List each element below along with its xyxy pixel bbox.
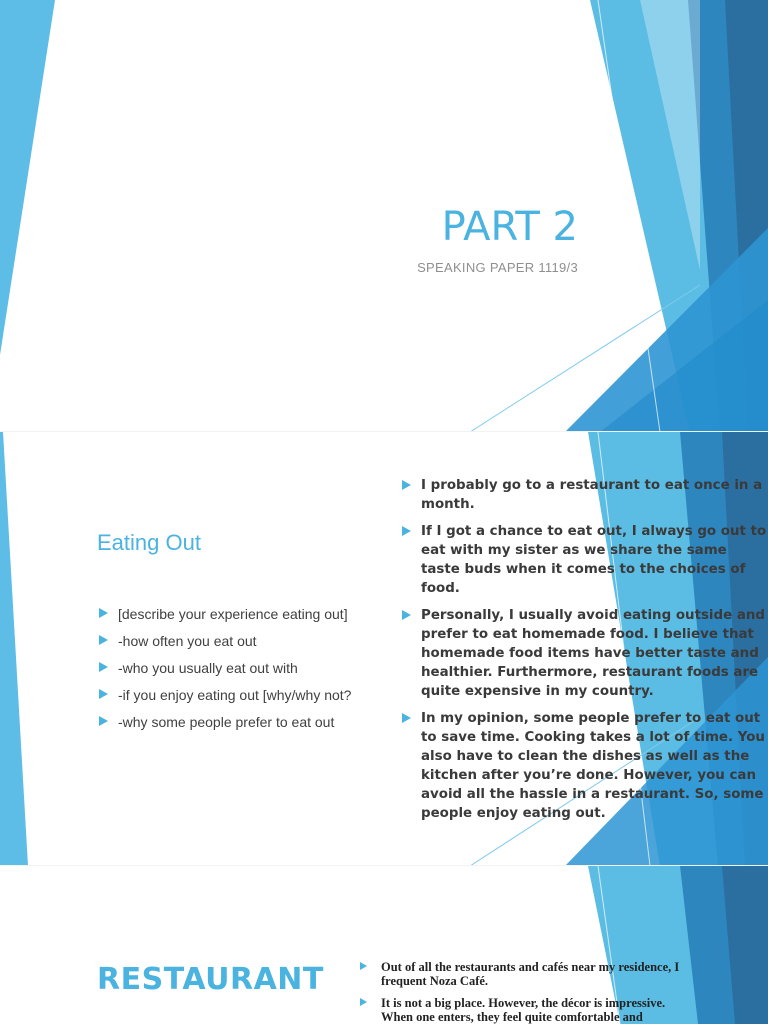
title-slide <box>0 0 768 432</box>
restaurant-slide <box>0 866 768 1024</box>
list-item <box>97 605 367 624</box>
prompt-text: -why some people prefer to eat out <box>118 714 335 730</box>
answer-list <box>400 476 768 831</box>
prompt-text: -how often you eat out <box>118 633 257 649</box>
point-text: It is not a big place. However, the décor is impressive. When one enters, they feel quite comfortable and <box>381 996 666 1024</box>
section-title: Eating Out <box>97 530 201 555</box>
answer-text: Personally, I usually avoid eating outside and prefer to eat homemade food. I believe that homemade food items have better taste and healthier. Furthermore, restaurant foods are quite expensive in my country. <box>421 608 766 699</box>
restaurant-points <box>358 960 688 1024</box>
decorative-shapes <box>0 0 768 432</box>
prompt-list <box>97 605 367 740</box>
bullet-arrow-icon <box>402 526 411 536</box>
answer-text: In my opinion, some people prefer to eat out to save time. Cooking takes a lot of time. You also have to clean the dishes as well as the kitchen after you’re done. However, you can avoid all the hassle in a restaurant. So, some people enjoy eating out. <box>421 711 765 821</box>
bullet-arrow-icon <box>360 962 367 970</box>
list-item <box>97 659 367 678</box>
list-item <box>358 996 688 1024</box>
prompt-text: [describe your experience eating out] <box>118 606 348 622</box>
prompt-text: -if you enjoy eating out [why/why not? <box>118 687 352 703</box>
bullet-arrow-icon <box>402 480 411 490</box>
answer-text: If I got a chance to eat out, I always go out to eat with my sister as we share the same taste buds when it comes to the choices of food. <box>421 524 767 596</box>
bullet-arrow-icon <box>99 689 108 699</box>
list-item <box>400 709 768 823</box>
point-text: Out of all the restaurants and cafés near my residence, I frequent Noza Café. <box>381 960 680 988</box>
list-item <box>400 522 768 598</box>
slide-title: PART 2 <box>441 204 578 250</box>
section-title: RESTAURANT <box>97 962 324 997</box>
list-item <box>400 606 768 701</box>
list-item <box>97 686 367 705</box>
bullet-arrow-icon <box>360 998 367 1006</box>
list-item <box>358 960 688 988</box>
slide-subtitle: SPEAKING PAPER 1119/3 <box>417 260 578 275</box>
list-item <box>97 713 367 732</box>
bullet-arrow-icon <box>99 608 108 618</box>
bullet-arrow-icon <box>99 635 108 645</box>
eating-out-slide <box>0 432 768 866</box>
bullet-arrow-icon <box>99 662 108 672</box>
answer-text: I probably go to a restaurant to eat once in a month. <box>421 478 763 512</box>
list-item <box>97 632 367 651</box>
list-item <box>400 476 768 514</box>
bullet-arrow-icon <box>99 716 108 726</box>
bullet-arrow-icon <box>402 610 411 620</box>
bullet-arrow-icon <box>402 713 411 723</box>
prompt-text: -who you usually eat out with <box>118 660 298 676</box>
